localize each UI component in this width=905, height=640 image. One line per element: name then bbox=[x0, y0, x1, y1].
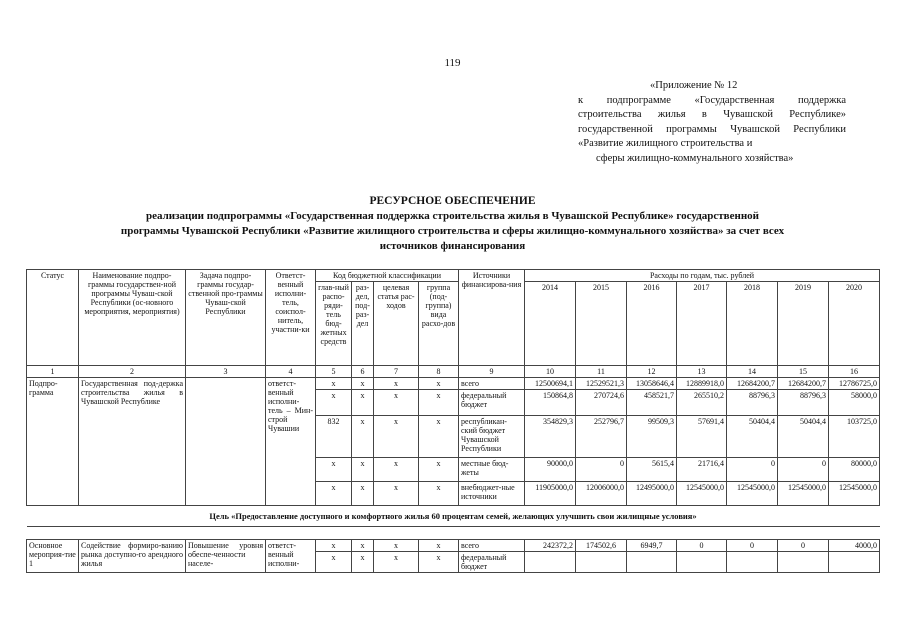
cell-value: 12545000,0 bbox=[829, 482, 880, 506]
col-number: 1 bbox=[27, 366, 79, 378]
hdr-status: Статус bbox=[27, 270, 79, 366]
sub-task bbox=[186, 378, 266, 506]
cell-value: 242372,2 bbox=[525, 540, 576, 552]
cell-value: 354829,3 bbox=[525, 416, 576, 458]
cell-value: 88796,3 bbox=[727, 390, 778, 416]
cell-value: 57691,4 bbox=[677, 416, 727, 458]
cell-razdel: x bbox=[352, 540, 374, 552]
cell-value: 58000,0 bbox=[829, 390, 880, 416]
col-number: 3 bbox=[186, 366, 266, 378]
hdr-task: Задача подпро-граммы государ-ственной про-граммы Чуваш-ской Республики bbox=[186, 270, 266, 366]
cell-value: 12786725,0 bbox=[829, 378, 880, 390]
cell-value: 12545000,0 bbox=[727, 482, 778, 506]
cell-source: всего bbox=[459, 378, 525, 390]
col-number: 5 bbox=[316, 366, 352, 378]
hdr-budget-code: Код бюджетной классификации bbox=[316, 270, 459, 282]
hdr-year: 2017 bbox=[677, 282, 727, 366]
cell-target: x bbox=[374, 552, 419, 573]
hdr-year: 2014 bbox=[525, 282, 576, 366]
event-executor: ответст-венный исполни- bbox=[266, 540, 316, 573]
cell-glava: x bbox=[316, 552, 352, 573]
col-number: 2 bbox=[79, 366, 186, 378]
cell-group: x bbox=[419, 416, 459, 458]
cell-value: 12006000,0 bbox=[576, 482, 627, 506]
cell-value: 4000,0 bbox=[829, 540, 880, 552]
cell-value: 11905000,0 bbox=[525, 482, 576, 506]
hdr-sources: Источники финансирова-ния bbox=[459, 270, 525, 366]
cell-value bbox=[677, 552, 727, 573]
cell-group: x bbox=[419, 390, 459, 416]
cell-source: всего bbox=[459, 540, 525, 552]
cell-source: федеральный бюджет bbox=[459, 552, 525, 573]
cell-value: 252796,7 bbox=[576, 416, 627, 458]
cell-target: x bbox=[374, 540, 419, 552]
resource-table bbox=[26, 269, 880, 573]
title-line-4: источников финансирования bbox=[379, 240, 526, 252]
document-title bbox=[60, 194, 845, 254]
cell-razdel: x bbox=[352, 378, 374, 390]
cell-source: внебюджет-ные источники bbox=[459, 482, 525, 506]
title-line-1: РЕСУРСНОЕ ОБЕСПЕЧЕНИЕ bbox=[369, 195, 536, 207]
cell-value: 458521,7 bbox=[627, 390, 677, 416]
cell-value: 270724,6 bbox=[576, 390, 627, 416]
col-number: 9 bbox=[459, 366, 525, 378]
cell-target: x bbox=[374, 482, 419, 506]
cell-value: 103725,0 bbox=[829, 416, 880, 458]
cell-value: 5615,4 bbox=[627, 458, 677, 482]
cell-value bbox=[778, 552, 829, 573]
cell-value: 0 bbox=[727, 458, 778, 482]
sub-name: Государственная под-держка строительства жилья в Чувашской Республике bbox=[79, 378, 186, 506]
hdr-year: 2018 bbox=[727, 282, 778, 366]
cell-value: 99509,3 bbox=[627, 416, 677, 458]
page-number: 119 bbox=[444, 57, 461, 69]
hdr-executor: Ответст-венный исполни-тель, соиспол-нитель, участни-ки bbox=[266, 270, 316, 366]
cell-value: 13058646,4 bbox=[627, 378, 677, 390]
hdr-razdel: раз-дел, под-раз-дел bbox=[352, 282, 374, 366]
cell-value: 12529521,3 bbox=[576, 378, 627, 390]
col-number: 13 bbox=[677, 366, 727, 378]
cell-value: 21716,4 bbox=[677, 458, 727, 482]
cell-glava: x bbox=[316, 458, 352, 482]
cell-glava: x bbox=[316, 378, 352, 390]
cell-value: 12889918,0 bbox=[677, 378, 727, 390]
cell-value bbox=[727, 552, 778, 573]
col-number: 4 bbox=[266, 366, 316, 378]
hdr-year: 2016 bbox=[627, 282, 677, 366]
event-name: Содействие формиро-ванию рынка доступно-го арендного жилья bbox=[79, 540, 186, 573]
title-line-3: программы Чувашской Республики «Развитие жилищного строительства и сферы жилищно-коммунального хозяйства» за счет всех bbox=[120, 225, 785, 237]
cell-value: 6949,7 bbox=[627, 540, 677, 552]
sub-status: Подпро-грамма bbox=[27, 378, 79, 506]
hdr-expenses: Расходы по годам, тыс. рублей bbox=[525, 270, 880, 282]
goal-text: Цель «Предоставление доступного и комфортного жилья 60 процентам семей, желающих улучшить свои жилищные условия» bbox=[27, 506, 880, 527]
cell-value bbox=[525, 552, 576, 573]
cell-value: 150864,8 bbox=[525, 390, 576, 416]
title-line-2: реализации подпрограммы «Государственная поддержка строительства жилья в Чувашской Республике» государственной bbox=[145, 210, 759, 222]
cell-value: 50404,4 bbox=[727, 416, 778, 458]
cell-value bbox=[627, 552, 677, 573]
cell-value: 0 bbox=[778, 458, 829, 482]
cell-glava: x bbox=[316, 482, 352, 506]
table-row bbox=[27, 540, 880, 552]
spacer-row bbox=[27, 527, 880, 540]
hdr-year: 2020 bbox=[829, 282, 880, 366]
col-number: 11 bbox=[576, 366, 627, 378]
appendix-text-last: сферы жилищно-коммунального хозяйства» bbox=[596, 152, 794, 164]
cell-glava: x bbox=[316, 390, 352, 416]
cell-group: x bbox=[419, 552, 459, 573]
cell-value: 12684200,7 bbox=[727, 378, 778, 390]
appendix-title: «Приложение № 12 bbox=[650, 80, 738, 91]
hdr-target: целевая статья рас-ходов bbox=[374, 282, 419, 366]
goal-row bbox=[27, 506, 880, 527]
cell-value: 12545000,0 bbox=[677, 482, 727, 506]
hdr-year: 2019 bbox=[778, 282, 829, 366]
col-number: 15 bbox=[778, 366, 829, 378]
col-number: 8 bbox=[419, 366, 459, 378]
col-number: 14 bbox=[727, 366, 778, 378]
cell-value: 88796,3 bbox=[778, 390, 829, 416]
cell-group: x bbox=[419, 458, 459, 482]
cell-value: 0 bbox=[576, 458, 627, 482]
header-row-1 bbox=[27, 270, 880, 282]
cell-source: федеральный бюджет bbox=[459, 390, 525, 416]
cell-target: x bbox=[374, 390, 419, 416]
cell-glava: x bbox=[316, 540, 352, 552]
col-number: 12 bbox=[627, 366, 677, 378]
col-number: 7 bbox=[374, 366, 419, 378]
col-number: 16 bbox=[829, 366, 880, 378]
sub-executor: ответст-венный исполни-тель – Мин-строй Чувашии bbox=[266, 378, 316, 506]
table-row bbox=[27, 378, 880, 390]
hdr-year: 2015 bbox=[576, 282, 627, 366]
cell-value: 265510,2 bbox=[677, 390, 727, 416]
cell-value: 0 bbox=[677, 540, 727, 552]
cell-glava: 832 bbox=[316, 416, 352, 458]
appendix-text: к подпрограмме «Государственная поддержка строительства жилья в Чувашской Республике» государственной программы Чувашской Республики «Развитие жилищного строительства и bbox=[578, 94, 846, 149]
cell-value: 0 bbox=[778, 540, 829, 552]
cell-group: x bbox=[419, 540, 459, 552]
cell-razdel: x bbox=[352, 552, 374, 573]
cell-value: 12545000,0 bbox=[778, 482, 829, 506]
cell-razdel: x bbox=[352, 416, 374, 458]
cell-razdel: x bbox=[352, 482, 374, 506]
hdr-name: Наименование подпро-граммы государствен-ной программы Чуваш-ской Республики (ос-новного мероприятия, мероприятия) bbox=[79, 270, 186, 366]
cell-value: 174502,6 bbox=[576, 540, 627, 552]
cell-razdel: x bbox=[352, 390, 374, 416]
cell-value: 0 bbox=[727, 540, 778, 552]
hdr-glava: глав-ный распо-ряди-тель бюд-жетных средств bbox=[316, 282, 352, 366]
cell-value bbox=[829, 552, 880, 573]
cell-value: 12495000,0 bbox=[627, 482, 677, 506]
cell-value: 90000,0 bbox=[525, 458, 576, 482]
col-number: 6 bbox=[352, 366, 374, 378]
hdr-group: группа (под-группа) вида расхо-дов bbox=[419, 282, 459, 366]
cell-group: x bbox=[419, 378, 459, 390]
cell-value: 12500694,1 bbox=[525, 378, 576, 390]
cell-value: 50404,4 bbox=[778, 416, 829, 458]
col-number: 10 bbox=[525, 366, 576, 378]
appendix-note bbox=[578, 79, 846, 166]
cell-value: 80000,0 bbox=[829, 458, 880, 482]
cell-value: 12684200,7 bbox=[778, 378, 829, 390]
cell-target: x bbox=[374, 416, 419, 458]
cell-value bbox=[576, 552, 627, 573]
event-status: Основное мероприя-тие 1 bbox=[27, 540, 79, 573]
event-task: Повышение уровня обеспе-ченности населе- bbox=[186, 540, 266, 573]
cell-target: x bbox=[374, 458, 419, 482]
cell-target: x bbox=[374, 378, 419, 390]
cell-razdel: x bbox=[352, 458, 374, 482]
cell-source: республикан-ский бюджет Чувашской Республики bbox=[459, 416, 525, 458]
column-numbers-row bbox=[27, 366, 880, 378]
cell-group: x bbox=[419, 482, 459, 506]
cell-source: местные бюд-жеты bbox=[459, 458, 525, 482]
